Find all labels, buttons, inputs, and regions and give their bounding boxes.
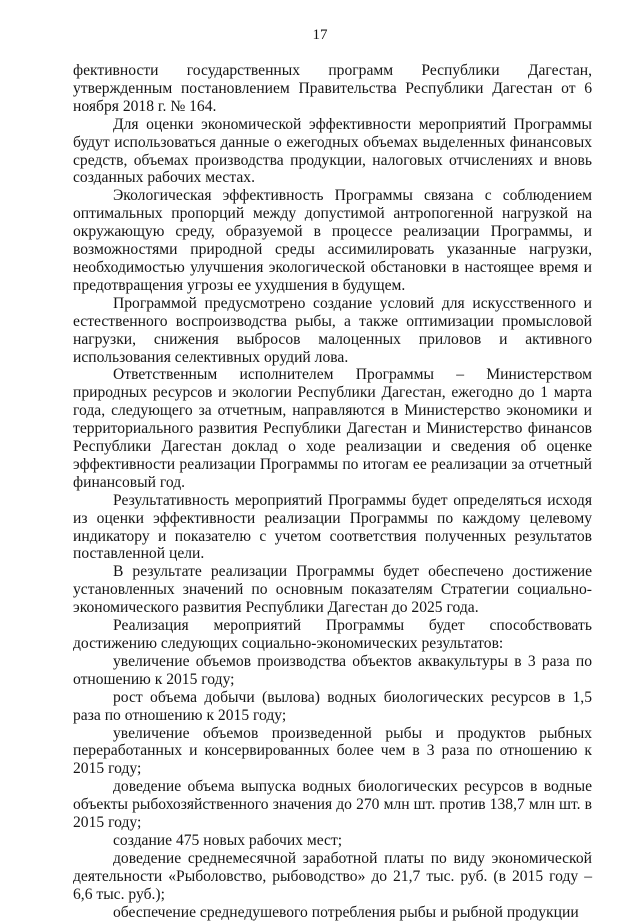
paragraph-economic-efficiency: Для оценки экономической эффективности мероприятий Программы будут использоваться данные о ежегодных объемах выделенных финансовых средств, объемах производства продукции, налоговых отчислениях и вновь созданных рабочих местах. — [73, 115, 592, 187]
paragraph-results-intro: Реализация мероприятий Программы будет способствовать достижению следующих социально-экономических результатов: — [73, 617, 592, 652]
paragraph-fish-reproduction: Программой предусмотрено создание условий для искусственного и естественного воспроизводства рыбы, а также оптимизации промысловой нагрузки, снижения выбросов малоценных приловов и активного использования селективных орудий лова. — [73, 294, 592, 366]
paragraph-responsible-executor: Ответственным исполнителем Программы – Министерством природных ресурсов и экологии Республики Дагестан, ежегодно до 1 марта года, следующего за отчетным, направляются в Министерство экономики и территориального развития Республики Дагестан и Министерство финансов Республики Дагестан доклад о ходе реализации и сведения об оценке эффективности реализации Программы по итогам ее реализации за отчетный финансовый год. — [73, 366, 592, 491]
paragraph-continuation: фективности государственных программ Республики Дагестан, утвержденным постановлением Правительства Республики Дагестан от 6 ноября 2018 г. № 164. — [73, 62, 592, 115]
list-item-aquaculture: увеличение объемов производства объектов аквакультуры в 3 раза по отношению к 2015 году; — [73, 652, 592, 688]
paragraph-ecological-efficiency: Экологическая эффективность Программы связана с соблюдением оптимальных пропорций между допустимой антропогенной нагрузкой на окружающую среду, образуемой в процессе реализации Программы, и возможностями природной среды ассимилировать указанные нагрузки, необходимостью улучшения экологической обстановки в настоящее время и предотвращения угрозы ее ухудшения в будущем. — [73, 187, 592, 294]
paragraph-effectiveness: Результативность мероприятий Программы будет определяться исходя из оценки эффективности реализации Программы по каждому целевому индикатору и показателю с учетом соответствия полученных результатов поставленной цели. — [73, 491, 592, 563]
paragraph-strategy-results: В результате реализации Программы будет обеспечено достижение установленных значений по основным показателям Стратегии социально-экономического развития Республики Дагестан до 2025 года. — [73, 563, 592, 617]
document-body — [73, 62, 592, 922]
list-item-processed-fish: увеличение объемов произведенной рыбы и продуктов рыбных переработанных и консервированных более чем в 3 раза по отношению к 2015 году; — [73, 724, 592, 778]
list-item-release-volume: доведение объема выпуска водных биологических ресурсов в водные объекты рыбохозяйственного значения до 270 млн шт. против 138,7 млн шт. в 2015 году; — [73, 778, 592, 832]
list-item-wages: доведение среднемесячной заработной платы по виду экономической деятельности «Рыболовство, рыбоводство» до 21,7 тыс. руб. (в 2015 году – 6,6 тыс. руб.); — [73, 849, 592, 903]
list-item-fish-consumption: обеспечение среднедушевого потребления рыбы и рыбной продукции — [113, 903, 579, 921]
page-number: 17 — [312, 27, 328, 43]
list-item-new-jobs: создание 475 новых рабочих мест; — [113, 831, 343, 849]
list-item-catch-growth: рост объема добычи (вылова) водных биологических ресурсов в 1,5 раза по отношению к 2015 году; — [73, 688, 592, 724]
